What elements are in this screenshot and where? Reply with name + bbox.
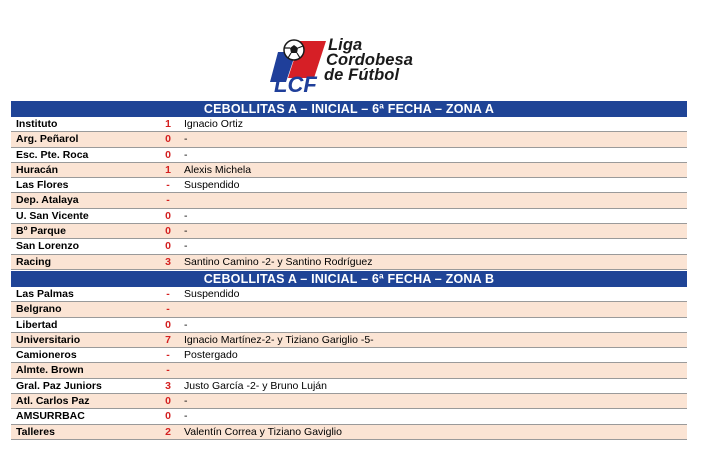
team-name: Dep. Atalaya xyxy=(16,194,79,207)
table-row xyxy=(11,409,687,424)
table-row xyxy=(11,363,687,378)
score: 3 xyxy=(165,379,171,392)
table-row xyxy=(11,425,687,440)
table-row xyxy=(11,255,687,270)
team-name: Instituto xyxy=(16,118,58,130)
score: - xyxy=(166,303,170,316)
team-name: San Lorenzo xyxy=(16,240,80,253)
team-name: Talleres xyxy=(16,425,55,438)
table-row xyxy=(11,318,687,333)
team-name: Arg. Peñarol xyxy=(16,133,79,146)
team-name: Huracán xyxy=(16,163,59,176)
score: - xyxy=(166,194,170,207)
score: - xyxy=(166,349,170,362)
scorers: Suspendido xyxy=(184,288,240,300)
score: 0 xyxy=(165,133,171,146)
team-name: U. San Vicente xyxy=(16,209,89,222)
team-name: Esc. Pte. Roca xyxy=(16,148,89,161)
table-row xyxy=(11,224,687,239)
table-row xyxy=(11,209,687,224)
team-name: Almte. Brown xyxy=(16,364,84,377)
score: 7 xyxy=(165,333,171,346)
table-row xyxy=(11,132,687,147)
scorers: - xyxy=(184,318,188,331)
table-row xyxy=(11,287,687,302)
score: 0 xyxy=(165,410,171,423)
table-row xyxy=(11,178,687,193)
scorers: - xyxy=(184,395,188,408)
league-logo xyxy=(270,38,440,94)
scorers: Alexis Michela xyxy=(184,163,252,176)
score: - xyxy=(166,364,170,377)
scorers: Valentín Correa y Tiziano Gaviglio xyxy=(184,425,342,438)
score: - xyxy=(166,179,170,192)
scorers: - xyxy=(184,148,188,161)
logo-line-3: de Fútbol xyxy=(324,66,400,84)
team-name: Universitario xyxy=(16,333,81,346)
score: 0 xyxy=(165,395,171,408)
scorers: Postergado xyxy=(184,349,238,362)
scorers: Ignacio Martínez-2- y Tiziano Gariglio -5- xyxy=(184,333,374,346)
table-row xyxy=(11,394,687,409)
table-row xyxy=(11,333,687,348)
zone-b-header: CEBOLLITAS A – INICIAL – 6ª FECHA – ZONA B xyxy=(11,271,687,287)
logo-line-1: Liga xyxy=(328,36,363,54)
table-row xyxy=(11,148,687,163)
score: 1 xyxy=(165,163,171,176)
table-row xyxy=(11,163,687,178)
team-name: Racing xyxy=(16,255,52,268)
table-row xyxy=(11,348,687,363)
score: 0 xyxy=(165,148,171,161)
scorers: - xyxy=(184,209,188,222)
table-row xyxy=(11,302,687,317)
svg-text:LCF: LCF xyxy=(274,72,317,94)
team-name: AMSURRBAC xyxy=(16,410,85,423)
team-name: Bº Parque xyxy=(16,225,66,238)
lcf-emblem-icon xyxy=(270,38,328,94)
team-name: Atl. Carlos Paz xyxy=(16,395,90,408)
score: 0 xyxy=(165,240,171,253)
team-name: Belgrano xyxy=(16,303,62,316)
team-name: Libertad xyxy=(16,318,58,331)
scorers: Suspendido xyxy=(184,179,240,192)
scorers: Justo García -2- y Bruno Luján xyxy=(184,379,327,392)
score: 1 xyxy=(165,118,171,130)
scorers: - xyxy=(184,133,188,146)
score: 0 xyxy=(165,209,171,222)
team-name: Camioneros xyxy=(16,349,77,362)
table-row xyxy=(11,379,687,394)
zone-a-table xyxy=(11,101,687,270)
score: 0 xyxy=(165,318,171,331)
score: 0 xyxy=(165,225,171,238)
scorers: Santino Camino -2- y Santino Rodríguez xyxy=(184,255,373,268)
zone-b-table xyxy=(11,271,687,440)
logo-wordmark xyxy=(324,36,414,84)
scorers: Ignacio Ortiz xyxy=(184,118,243,130)
scorers: - xyxy=(184,225,188,238)
zone-a-header: CEBOLLITAS A – INICIAL – 6ª FECHA – ZONA A xyxy=(11,101,687,117)
score: - xyxy=(166,288,170,300)
table-row xyxy=(11,193,687,208)
logo-line-2: Cordobesa xyxy=(326,51,414,69)
scorers: - xyxy=(184,240,188,253)
table-row xyxy=(11,117,687,132)
team-name: Las Flores xyxy=(16,179,69,192)
table-row xyxy=(11,239,687,254)
scorers: - xyxy=(184,410,188,423)
team-name: Las Palmas xyxy=(16,288,74,300)
score: 3 xyxy=(165,255,171,268)
team-name: Gral. Paz Juniors xyxy=(16,379,102,392)
score: 2 xyxy=(165,425,171,438)
